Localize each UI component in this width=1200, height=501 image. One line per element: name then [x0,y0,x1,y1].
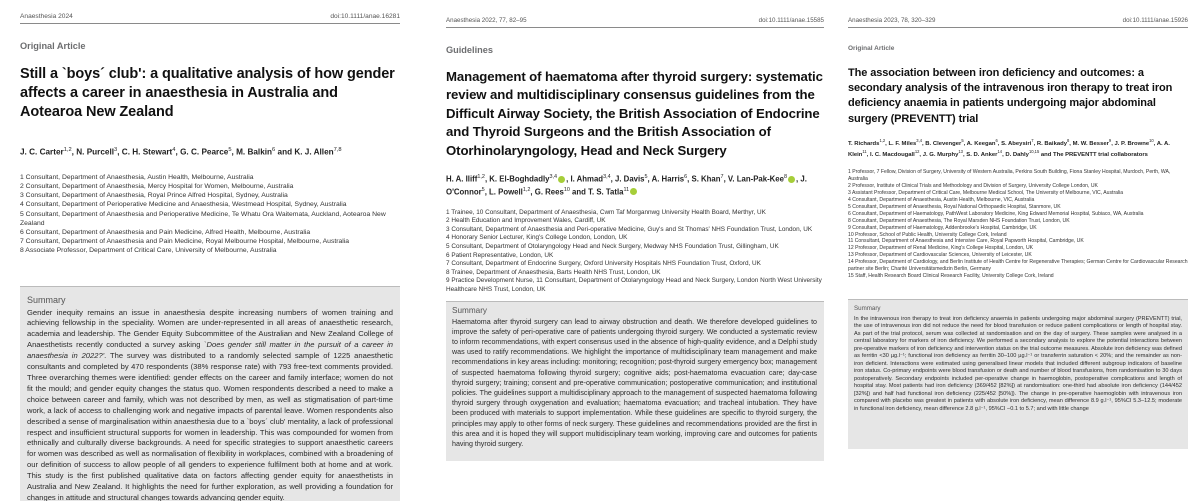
affiliation-line: 4 Consultant, Department of Anaesthesia, Austin Health, Melbourne, VIC, Australia [848,196,1035,203]
article-type: Original Article [20,41,86,51]
paper-page-1 [0,0,420,501]
running-header [848,0,1188,28]
affiliations [20,173,400,256]
author-affiliation-mark: 7 [1031,137,1034,143]
author-affiliation-mark: 1,2 [522,186,531,193]
orcid-icon[interactable] [788,176,795,183]
affiliation-line: 9 Consultant, Department of Haematology, Addenbrooke's Hospital, Cambridge, UK [848,224,1037,231]
author-name[interactable]: I. C. Macdougall [869,152,915,159]
author-affiliation-mark: 8 [1067,137,1070,143]
running-header [20,0,400,24]
author-name[interactable]: L. F. Miles [888,140,917,147]
author-affiliation-mark: 1,2 [63,147,72,153]
affiliation-line: 2 Health Education and Improvement Wales, Cardiff, UK [446,217,606,225]
author-name[interactable]: K. El-Boghdadly [489,174,550,184]
summary-box [848,299,1188,449]
summary-text [452,317,817,450]
affiliation-line: 10 Professor, School of Public Health, University College Cork, Ireland [848,231,1007,238]
author-name[interactable]: B. Clevenger [925,140,962,147]
affiliations [446,209,824,295]
affiliations [848,169,1188,280]
affiliation-line: 1 Trainee, 10 Consultant, Department of Anaesthesia, Cwm Taf Morgannwg University Health Board, Merthyr, UK [446,208,766,216]
author-name[interactable]: L. Powell [489,187,523,197]
author-affiliation-mark: 8 [783,174,788,181]
author-name[interactable]: S. Khan [691,174,721,184]
author-affiliation-mark: 9 [1108,137,1112,143]
summary-text [27,308,393,501]
affiliation-line: 2 Consultant, Department of Anaesthesia, Mercy Hospital for Women, Melbourne, Australia [20,182,294,190]
author-affiliation-mark: 4 [172,147,176,153]
doi[interactable]: doi:10.1111/anae.16281 [330,13,400,20]
author-affiliation-mark: 6 [995,137,998,143]
author-name[interactable]: J. Davis [615,174,645,184]
author-name[interactable]: A. Keegan [966,140,996,147]
affiliation-line: 12 Professor, Department of Renal Medicine, King's College Hospital, London, UK [848,245,1034,252]
summary-quote: `Does gender still matter in the pursuit of a career in anaesthesia in 2022?' [27,340,393,361]
summary-heading: Summary [27,294,66,305]
summary-segment: . The survey was distributed to a randomly selected sample of 1225 anaesthetic consultants and completed by 470 respondents (38% response rate) with 793 free-text comments provided. Three overarching themes were identified: gender effects on the career and family interface; women do not fit the mould; and gender equity changes the status quo. Women respondents described a need to make a choice between career and family, which was not described by men, as well as stigmatisation of part-time work, a lack of access to challenging work and negative impacts of parental leave. Women respondents also described a sense of marginalisation within anaesthesia due to a `boys´ club' mentality, a lack of professional respect and insufficient structural supports for women in leadership. This was compounded for women from ethnically and culturally diverse backgrounds. A need for specific strategies to support anaesthetic careers for women was described as well as normalisation of flexibility in workplaces, combined with a broadening of our definition of success to allow people of all genders to experience fulfilment both at home and at work. This study is the first published qualitative data on factors affecting gender equity for anaesthetists in Australia and New Zealand. It highlights the need for further exploration, as well providing a foundation for changes in attitude and structural changes towards advancing gender equity. [27,351,394,501]
author-name[interactable]: J. P. Browne [1114,140,1150,147]
author-affiliation-mark: 1,2 [477,174,485,181]
paper-title: Still a `boys´ club': a qualitative analysis of how gender affects a career in anaesthesia in Australia and Aotearoa New Zealand [20,66,395,120]
author-list: H. A. Iliff$^{1,2}$, K. El-Boghdadly$^{3,4}$ , I. Ahmad$^{3,4}$, J. Davis$^5$, A. Harris$^6$, S. Khan$^7$, V. Lan-Pak-Kee$^8$ , J. O'Connor$^5$, L. Powell$^{1,2}$, G. Rees$^{10}$ and T. S. Tatla$^{11}$ [446,174,807,197]
running-header [446,0,824,28]
author-affiliation-mark: 12 [914,149,920,155]
summary-segment: In the intravenous iron therapy to treat iron deficiency anaemia in patients undergoing major abdominal surgery (PREVENTT) trial, the use of intravenous iron did not reduce the need for blood transfusion or reduce patient complications or length of hospital stay. As part of the trial protocol, serum was collected at randomisation and on the day of surgery. These samples were analysed in a central laboratory for markers of iron deficiency. We performed a secondary analysis to explore the potential interactions between pre-operative markers of iron deficiency and intervention status on the trial outcome measures. Absolute iron deficiency was defined as ferritin <30 µg.l⁻¹; functional iron deficiency as ferritin 30–100 µg.l⁻¹ or transferrin saturation < 20%; and the remainder as non-iron deficient. Interactions were estimated using generalised linear models that included different subgroup indicators of baseline iron status. Co-primary endpoints were blood transfusion or death and number of blood transfusions, from randomisation to 30 days postoperatively. Secondary endpoints included per-operative change in haemoglobin, postoperative complications and length of hospital stay. Most patients had iron deficiency (369/452 [82%]) at randomisation: one-third had absolute iron deficiency (144/452 [32%]) and half had functional iron deficiency (225/452 [50%]). The change in pre-operative haemoglobin with intravenous iron compared with placebo was greatest in patients with absolute iron deficiency, mean difference 8.9 g.l⁻¹, 95%CI 5.3–12.5; moderate in functional iron deficiency, mean difference 2.8 g.l⁻¹, 95%CI −0.1 to 5.7; and with little change [854,315,1182,412]
summary-heading: Summary [854,304,881,312]
affiliation-line: 3 Assistant Professor, Department of Critical Care, Melbourne Medical School, The University of Melbourne, VIC, Australia [848,190,1124,197]
paper-title: The association between iron deficiency and outcomes: a secondary analysis of the intravenous iron therapy to treat iron deficiency anaemia in patients undergoing major abdominal surgery (PREVENTT) trial [848,67,1173,125]
author-name[interactable]: I. Ahmad [570,174,604,184]
affiliation-line: 3 Consultant, Department of Anaesthesia, Royal Prince Alfred Hospital, Sydney, Australia [20,192,288,200]
author-list: T. Richards$^{1,2}$, L. F. Miles$^{3,4}$, B. Clevenger$^5$, A. Keegan$^6$, S. Abeysiri$^7$, R. Baikady$^8$, M. W. Besser$^9$, J. P. Browne$^{10}$, A. A. Klein$^{11}$, I. C. Macdougall$^{12}$, J. G. Murphy$^{13}$, S. D. Anker$^{14}$, D. Dahly$^{10,15}$ and The PREVENTT trial collaborators [848,137,1170,159]
summary-box [20,286,400,501]
author-name[interactable]: A. A. Klein [848,140,1170,159]
affiliation-line: 13 Professor, Department of Cardiovascular Sciences, University of Leicester, UK [848,252,1032,259]
affiliation-line: 6 Consultant, Department of Anaesthesia and Pain Medicine, Alfred Health, Melbourne, Australia [20,228,311,236]
author-affiliation-mark: 3 [114,147,118,153]
author-name[interactable]: A. Harris [651,174,685,184]
author-affiliation-mark: 10 [563,186,570,193]
affiliation-line: 7 Consultant, Department of Anaesthesia and Pain Medicine, Royal Melbourne Hospital, Melbourne, Australia [20,238,350,246]
author-name[interactable]: R. Baikady [1036,140,1067,147]
collaborators: The PREVENTT trial collaborators [1053,152,1148,159]
paper-title: Management of haematoma after thyroid surgery: systematic review and multidisciplinary consensus guidelines from the Difficult Airway Society, the British Association of Endocrine and Thyroid Surgeons and the British Association of Otorhinolaryngology, Head and Neck Surgery [446,69,823,158]
author-name[interactable]: S. D. Anker [966,152,998,159]
author-name[interactable]: J. C. Carter [20,147,64,157]
summary-heading: Summary [452,305,488,315]
author-name[interactable]: T. Richards [848,140,880,147]
affiliation-line: 1 Professor, 7 Fellow, Division of Surgery, University of Western Australia, Perkins South Building, Fiona Stanley Hospital, Murdoch, Perth, WA, Australia [848,169,1171,183]
author-name[interactable]: K. J. Allen [294,147,334,157]
author-affiliation-mark: 10,15 [1028,149,1040,155]
author-name[interactable]: J. O'Connor [446,174,807,197]
summary-text [854,316,1182,414]
affiliation-line: 7 Consultant, Department of Endocrine Surgery, Oxford University Hospitals NHS Foundation Trust, Oxford, UK [446,260,761,268]
author-name[interactable]: N. Purcell [76,147,115,157]
affiliation-line: 4 Honorary Senior Lecturer, King's College London, London, UK [446,234,628,242]
paper-page-3 [832,0,1200,501]
author-affiliation-mark: 13 [958,149,963,155]
author-list: J. C. Carter$^{1,2}$, N. Purcell$^3$, C. H. Stewart$^4$, G. C. Pearce$^5$, M. Balkin$^6$ and K. J. Allen$^{7,8}$ [20,147,342,157]
author-affiliation-mark: 7,8 [333,147,342,153]
summary-box [446,301,824,461]
author-name[interactable]: S. Abeysiri [1001,140,1032,147]
author-name[interactable]: G. C. Pearce [180,147,229,157]
author-name[interactable]: T. S. Tatla [588,187,624,197]
affiliation-line: 9 Practice Development Nurse, 11 Consultant, Department of Otolaryngology Head and Neck Surgery, London North West University Healthcare NHS Trust, London, UK [446,277,822,293]
affiliation-line: 6 Consultant, Department of Haematology, PathWest Laboratory Medicine, King Edward Memorial Hospital, Subiaco, WA, Australia [848,210,1144,217]
affiliation-line: 2 Professor, Institute of Clinical Trials and Methodology and Division of Surgery, University College London, UK [848,183,1098,190]
author-affiliation-mark: 5 [481,186,485,193]
author-affiliation-mark: 6 [684,174,688,181]
author-affiliation-mark: 7 [720,174,724,181]
affiliation-line: 3 Consultant, Department of Anaesthesia and Peri-operative Medicine, Guy's and St Thomas' NHS Foundation Trust, London, UK [446,225,813,233]
author-affiliation-mark: 3,4 [603,174,611,181]
author-affiliation-mark: 3,4 [549,174,558,181]
article-type: Guidelines [446,45,493,55]
affiliation-line: 1 Consultant, Department of Anaesthesia, Austin Health, Melbourne, Australia [20,173,254,181]
journal-citation: Anaesthesia 2022, 77, 82–95 [446,17,527,24]
orcid-icon[interactable] [630,188,637,195]
article-type: Original Article [848,45,895,52]
author-affiliation-mark: 6 [272,147,276,153]
author-affiliation-mark: 11 [862,149,867,155]
paper-page-2 [420,0,832,501]
author-name[interactable]: M. Balkin [236,147,273,157]
author-name[interactable]: D. Dahly [1005,152,1029,159]
author-affiliation-mark: 10 [1149,137,1154,143]
affiliation-line: 8 Consultant, Department of Anaesthesia, The Royal Marsden NHS Foundation Trust, London, UK [848,217,1070,224]
author-affiliation-mark: 5 [644,174,648,181]
affiliation-line: 4 Consultant, Department of Perioperative Medicine and Anaesthesia, Westmead Hospital, Sydney, Australia [20,201,347,209]
affiliation-line: 8 Trainee, Department of Anaesthesia, Barts Health NHS Trust, London, UK [446,268,661,276]
affiliation-line: 5 Consultant, Department of Anaesthesia and Perioperative Medicine, Te Whatu Ora Waitemata, Auckland, Aotearoa New Zealand [20,210,386,227]
affiliation-line: 14 Professor, Department of Cardiology, and Berlin Institute of Health Centre for Regenerative Therapies; German Centre for Cardiovascular Research partner site Berlin; Charité Universitätsmedizin Berlin, Germany [848,259,1188,273]
doi[interactable]: doi:10.1111/anae.15585 [758,17,824,24]
author-name[interactable]: J. G. Murphy [922,152,959,159]
author-name[interactable]: C. H. Stewart [121,147,173,157]
affiliation-line: 5 Consultant, Department of Anaesthesia, Royal National Orthopaedic Hospital, Stanmore, UK [848,203,1061,210]
affiliation-line: 6 Patient Representative, London, UK [446,251,554,259]
author-affiliation-mark: 1,2 [879,137,886,143]
orcid-icon[interactable] [558,176,565,183]
author-affiliation-mark: 14 [997,149,1003,155]
doi[interactable]: doi:10.1111/anae.15926 [1122,17,1188,24]
affiliation-line: 15 Staff, Health Research Board Clinical Research Facility, University College Cork, Ireland [848,272,1054,279]
author-affiliation-mark: 11 [623,186,630,193]
author-name[interactable]: V. Lan-Pak-Kee [727,174,784,184]
author-affiliation-mark: 5 [961,137,964,143]
author-name[interactable]: G. Rees [534,187,564,197]
summary-segment: Gender inequity remains an issue in anaesthesia despite increasing numbers of women training and achieving fellowship in the speciality. Women are under-represented in all areas of anaesthetic research, academia and leadership. The Gender Equity Subcommittee of the Australian and New Zealand College of Anaesthetists recently conducted a survey asking [27,307,393,350]
affiliation-line: 11 Consultant, Department of Anaesthesia and Intensive Care, Royal Papworth Hospital, Cambridge, UK [848,238,1084,245]
author-name[interactable]: H. A. Iliff [446,174,478,184]
author-affiliation-mark: 5 [228,147,232,153]
author-affiliation-mark: 3,4 [916,137,923,143]
affiliation-line: 5 Consultant, Department of Otolaryngology Head and Neck Surgery, Medway NHS Foundation Trust, Gillingham, UK [446,243,779,250]
affiliation-line: 8 Associate Professor, Department of Critical Care, University of Melbourne, Australia [20,247,277,255]
author-name[interactable]: M. W. Besser [1072,140,1109,147]
journal-citation: Anaesthesia 2024 [20,13,73,20]
journal-citation: Anaesthesia 2023, 78, 320–329 [848,17,936,24]
summary-segment: Haematoma after thyroid surgery can lead to airway obstruction and death. We therefore developed guidelines to improve the safety of peri-operative care of patients undergoing thyroid surgery. We conducted a systematic review to inform recommendations, with expert consensus used in the absence of high-quality evidence, and a Delphi study was used to ratify recommendations. We highlight the importance of multidisciplinary team management and make recommendations in key areas including: monitoring; recognition; post-thyroid surgery emergency box; management of suspected haematoma following thyroid surgery; cognitive aids; post-haematoma evacuation care; day-case thyroid surgery; training; consent and pre-operative communication; postoperative communication; and institutional policies. The guidelines support a multidisciplinary approach to the management of suspected haematoma following thyroid surgery through oxygenation and evaluation; haematoma evacuation; and tracheal intubation. They have been produced with materials to support implementation. While these guidelines are specific to thyroid surgery, the principles may apply to other forms of neck surgery. These guidelines and recommendations provided are the first in this area and it is hoped they will support multidisciplinary team working, improving care and outcomes for patients having thyroid surgery. [452,317,817,448]
